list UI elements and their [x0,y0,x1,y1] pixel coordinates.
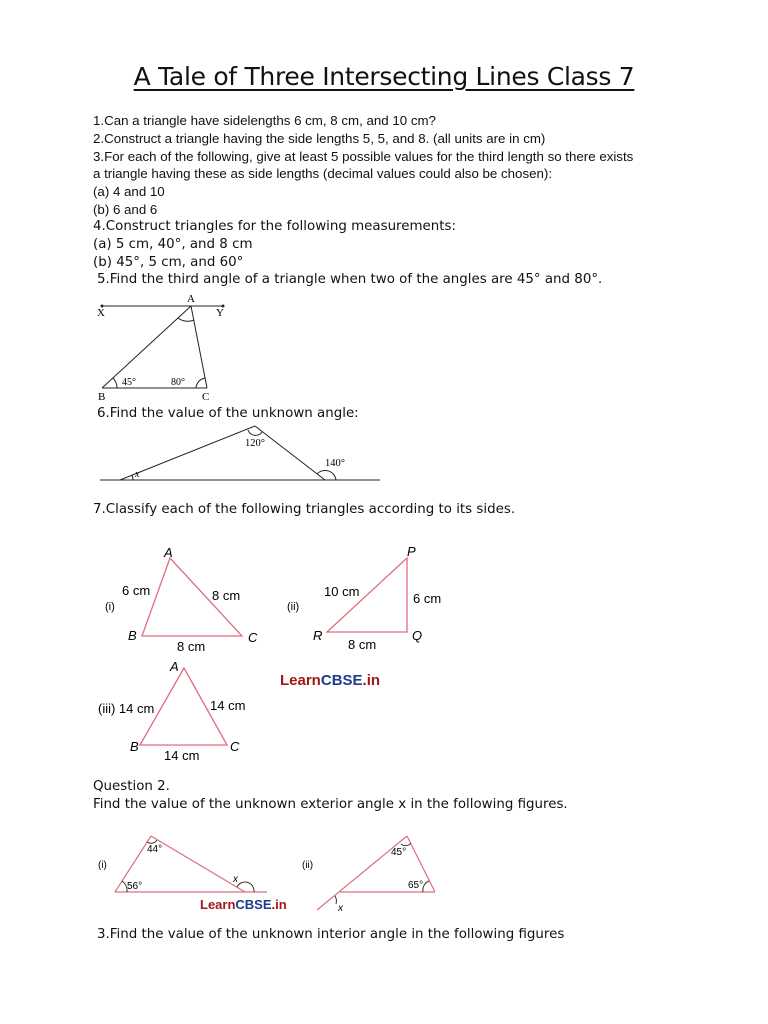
brand-logo-1: LearnCBSE.in [280,672,381,689]
figure-q6-triangle [95,422,385,487]
question-3-part-a: (a) 4 and 10 [93,184,165,199]
question-3-part-b: (b) 6 and 6 [93,202,158,217]
t2-roman: (ii) [287,601,300,613]
t1-side-bc: 8 cm [177,639,206,654]
fig6-angle-140: 140° [325,458,345,469]
brand-logo-2: LearnCBSE.in [200,897,287,912]
fig5-label-b: B [98,391,106,403]
page-title: A Tale of Three Intersecting Lines Class 7 [133,62,635,91]
t2-side-rq: 8 cm [348,637,377,652]
t1-side-ab: 6 cm [122,583,151,598]
question-4-part-a: (a) 5 cm, 40°, and 8 cm [93,237,253,252]
t2-side-pr: 10 cm [324,584,360,599]
t2-label-q: Q [412,628,423,643]
fig8-i-roman: (i) [98,860,107,871]
fig6-angle-120: 120° [245,438,265,449]
question-6: 6.Find the value of the unknown angle: [97,406,359,421]
question-3-line-2: a triangle having these as side lengths (decimal values could also be chosen): [93,166,553,181]
question-3-line-1: 3.For each of the following, give at least 5 possible values for the third length so there exists [93,149,634,164]
fig5-label-a: A [187,293,195,305]
fig5-label-y: Y [216,307,224,319]
figure-q2-exterior-angles [95,830,445,918]
t2-label-p: P [407,544,416,559]
question-4: 4.Construct triangles for the following measurements: [93,219,457,234]
question-1: 1.Can a triangle have sidelengths 6 cm, 8 cm, and 10 cm? [93,113,436,128]
fig8-ii-angle-top: 45° [391,847,407,858]
question-2-heading: Question 2. [93,779,170,794]
question-4-part-b: (b) 45°, 5 cm, and 60° [93,255,244,270]
t1-label-c: C [248,630,258,645]
t3-label-c: C [230,739,240,754]
t3-label-b: B [130,739,139,754]
t1-roman: (i) [105,601,115,613]
fig8-ii-roman: (ii) [302,860,314,871]
t3-side-ac: 14 cm [210,698,246,713]
question-3-interior: 3.Find the value of the unknown interior angle in the following figures [97,927,565,942]
question-7: 7.Classify each of the following triangles according to its sides. [93,502,516,517]
t1-label-b: B [128,628,137,643]
fig8-ii-angle-right: 65° [408,880,424,891]
t3-label-a: A [170,659,179,674]
fig5-label-c: C [202,391,210,403]
fig8-i-angle-x: x [233,874,238,885]
figure-q5-triangle [90,290,240,405]
t2-label-r: R [313,628,323,643]
fig6-angle-x: x [135,469,140,480]
t2-side-pq: 6 cm [413,591,442,606]
fig8-i-angle-top: 44° [147,844,163,855]
question-2-text: 2.Construct a triangle having the side lengths 5, 5, and 8. (all units are in cm) [93,131,546,146]
fig8-ii-angle-x: x [338,903,343,914]
t1-side-ac: 8 cm [212,588,241,603]
t3-side-bc: 14 cm [164,748,200,763]
fig5-angle-b: 45° [122,377,136,388]
fig5-label-x: X [97,307,105,319]
t3-side-ab: (iii) 14 cm [98,701,155,716]
fig8-i-angle-left: 56° [127,881,143,892]
question-2-instruction: Find the value of the unknown exterior angle x in the following figures. [93,797,568,812]
figure-q7-triangles [90,540,470,770]
t1-label-a: A [164,545,173,560]
fig5-angle-c: 80° [171,377,185,388]
question-5: 5.Find the third angle of a triangle when two of the angles are 45° and 80°. [97,272,603,287]
